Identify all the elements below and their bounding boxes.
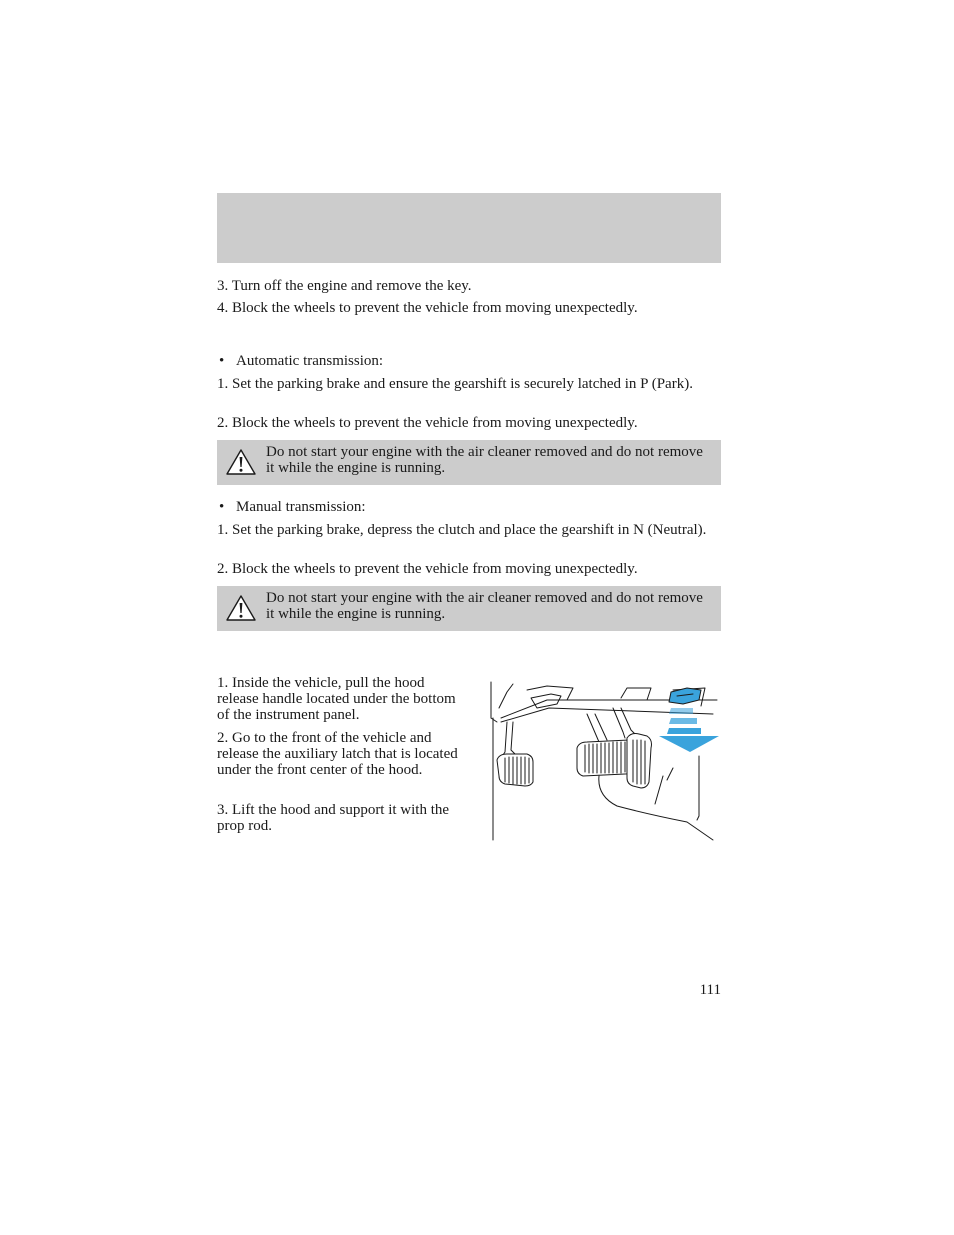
warning-triangle-icon [225, 594, 257, 622]
automatic-heading-label: Automatic transmission: [236, 353, 384, 369]
section-header-band [217, 193, 721, 263]
page-number: 111 [699, 982, 721, 998]
automatic-heading [217, 353, 721, 369]
warning-triangle-icon [225, 448, 257, 476]
warning-box-manual [217, 586, 721, 631]
hood-release-pedal-illustration [487, 678, 721, 844]
step-block-wheels: 4. Block the wheels to prevent the vehicle from moving unexpectedly. [217, 300, 638, 316]
manual-step-2: 2. Block the wheels to prevent the vehicle from moving unexpectedly. [217, 561, 638, 577]
manual-heading [217, 499, 721, 515]
hood-step-1: 1. Inside the vehicle, pull the hood release handle located under the bottom of the instrument panel. [217, 675, 456, 723]
manual-heading-label: Manual transmission: [236, 499, 366, 515]
hood-step-2: 2. Go to the front of the vehicle and release the auxiliary latch that is located under the front center of the hood. [217, 730, 458, 778]
bullet-marker: • [219, 499, 225, 515]
warning-box-automatic [217, 440, 721, 485]
step-turn-off-engine: 3. Turn off the engine and remove the key. [217, 278, 472, 294]
hood-step-3: 3. Lift the hood and support it with the prop rod. [217, 802, 450, 834]
warning-text: Do not start your engine with the air cleaner removed and do not remove it while the engine is running. [266, 590, 703, 622]
automatic-step-1: 1. Set the parking brake and ensure the gearshift is securely latched in P (Park). [217, 376, 693, 392]
bullet-marker: • [219, 353, 225, 369]
automatic-step-2: 2. Block the wheels to prevent the vehicle from moving unexpectedly. [217, 415, 638, 431]
manual-step-1: 1. Set the parking brake, depress the clutch and place the gearshift in N (Neutral). [217, 522, 707, 538]
warning-text: Do not start your engine with the air cleaner removed and do not remove it while the engine is running. [266, 444, 703, 476]
